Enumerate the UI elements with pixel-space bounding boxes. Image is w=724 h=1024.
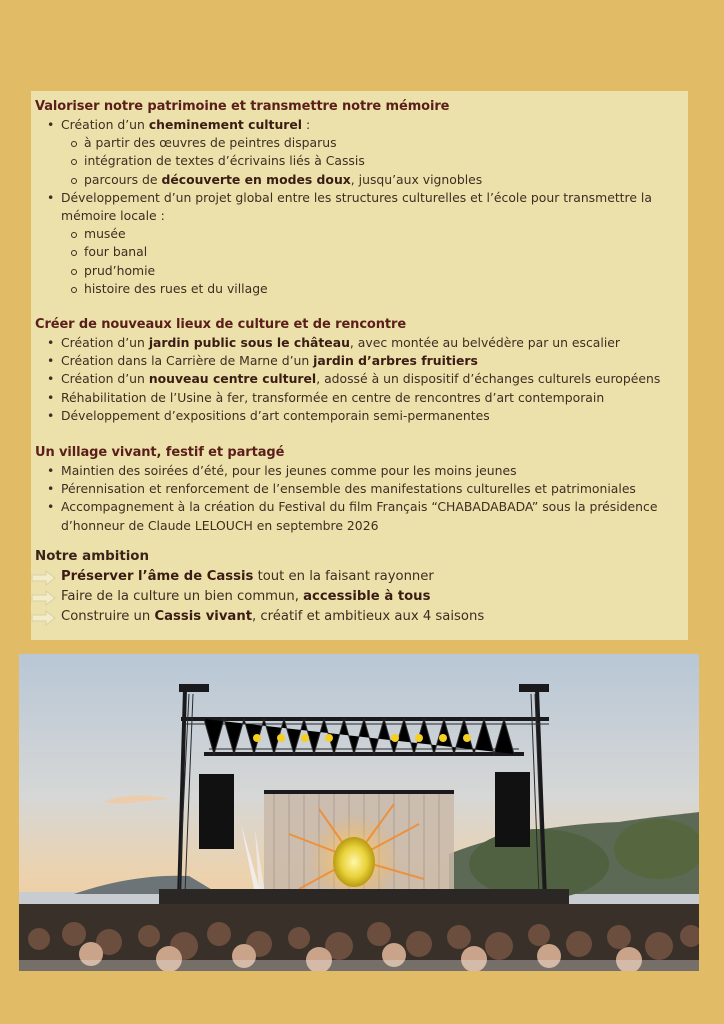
sub-list-item: intégration de textes d’écrivains liés à Cassis bbox=[69, 152, 688, 170]
arrow-right-outline-icon bbox=[31, 590, 57, 606]
bullet-list bbox=[35, 116, 688, 298]
sub-list-item: four banal bbox=[69, 243, 688, 261]
sub-list bbox=[61, 225, 688, 298]
concert-photo bbox=[19, 654, 699, 971]
list-item: • Création d’un jardin public sous le château, avec montée au belvédère par un escalier bbox=[47, 334, 688, 352]
arrow-right-outline-icon bbox=[31, 610, 57, 626]
section-title: Créer de nouveaux lieux de culture et de rencontre bbox=[35, 317, 407, 333]
ambition-title: Notre ambition bbox=[35, 548, 150, 564]
list-item: • Création d’un nouveau centre culturel, adossé à un dispositif d’échanges culturels européens bbox=[47, 370, 688, 388]
sub-list bbox=[61, 134, 688, 189]
section-nouveaux-lieux bbox=[35, 316, 688, 425]
section-title: Un village vivant, festif et partagé bbox=[35, 445, 285, 461]
sub-list-item: prud’homie bbox=[69, 262, 688, 280]
section-patrimoine bbox=[35, 98, 688, 298]
concert-stage-illustration bbox=[19, 654, 699, 971]
list-item: • Création dans la Carrière de Marne d’un jardin d’arbres fruitiers bbox=[47, 352, 688, 370]
section-title: Valoriser notre patrimoine et transmettre notre mémoire bbox=[35, 99, 450, 114]
list-item: • Maintien des soirées d’été, pour les jeunes comme pour les moins jeunes bbox=[47, 462, 688, 480]
ambition-row: Construire un Cassis vivant, créatif et ambitieux aux 4 saisons bbox=[35, 607, 688, 627]
section-village-vivant bbox=[35, 444, 688, 535]
list-item: • Réhabilitation de l’Usine à fer, transformée en centre de rencontres d’art contemporain bbox=[47, 389, 688, 407]
program-panel bbox=[31, 91, 688, 640]
list-item: • Pérennisation et renforcement de l’ensemble des manifestations culturelles et patrimoniales bbox=[47, 480, 688, 498]
list-item: • Développement d’un projet global entre les structures culturelles et l’école pour transmettre la mémoire locale : musée four banal prud’homie histoire des rues et du village bbox=[47, 189, 688, 298]
sub-list-item: parcours de découverte en modes doux, jusqu’aux vignobles bbox=[69, 171, 688, 189]
list-item: • Accompagnement à la création du Festival du film Français “CHABADABADA” sous la présidence d’honneur de Claude LELOUCH en septembre 2026 bbox=[47, 498, 688, 534]
bullet-list bbox=[35, 462, 688, 535]
sub-list-item: à partir des œuvres de peintres disparus bbox=[69, 134, 688, 152]
list-item: • Création d’un cheminement culturel : à partir des œuvres de peintres disparus intégration de textes d’écrivains liés à Cassis parcours de découverte en modes doux, jusqu’aux vignobles bbox=[47, 116, 688, 189]
ambition-row: Faire de la culture un bien commun, accessible à tous bbox=[35, 587, 688, 607]
arrow-right-outline-icon bbox=[31, 570, 57, 586]
bullet-list bbox=[35, 334, 688, 425]
list-item: • Développement d’expositions d’art contemporain semi-permanentes bbox=[47, 407, 688, 425]
ambition-block bbox=[35, 547, 688, 627]
ambition-row: Préserver l’âme de Cassis tout en la faisant rayonner bbox=[35, 567, 688, 587]
sub-list-item: musée bbox=[69, 225, 688, 243]
sub-list-item: histoire des rues et du village bbox=[69, 280, 688, 298]
